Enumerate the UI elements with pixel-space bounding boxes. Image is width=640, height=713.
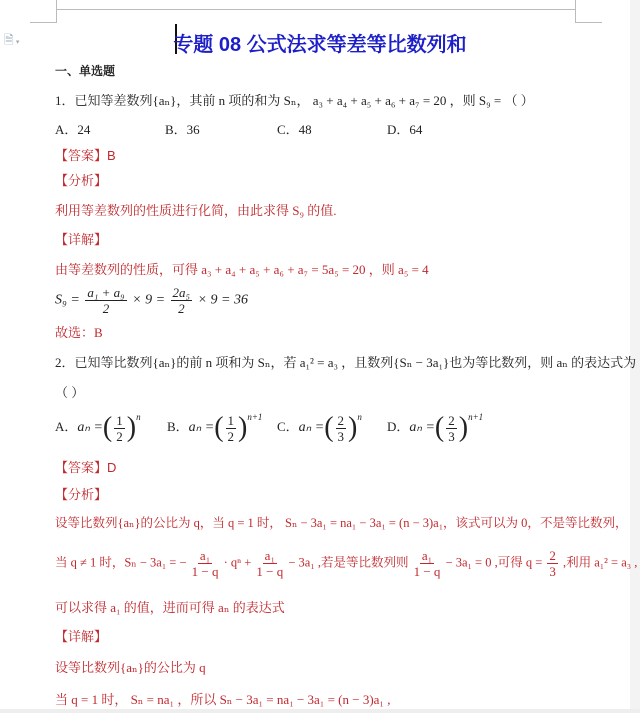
q2-answer: 【答案】D xyxy=(55,460,117,475)
q2-option: D．aₙ =( $\frac{2}{3}$ )$^{n+1}$ xyxy=(387,412,484,444)
q2-analysis-2 xyxy=(55,548,637,579)
fraction-denominator: 3 xyxy=(448,428,455,444)
formula-text: ,利用 a₁² = a₃ , xyxy=(563,555,638,570)
q2-analysis-3: 可以求得 a₁ 的值，进而可得 aₙ 的表达式 xyxy=(55,600,285,615)
fraction-numerator: a₁ xyxy=(264,548,275,563)
q1-conclusion: 故选：B xyxy=(55,325,103,340)
exponent: n xyxy=(136,412,141,422)
q2-option: A．aₙ =( $\frac{1}{2}$ )$^n$ xyxy=(55,412,141,444)
fraction-numerator: 2a₅ xyxy=(172,285,191,300)
formula-text: S₉ = xyxy=(55,292,80,308)
fraction-denominator: 1 − q xyxy=(413,564,441,579)
q1-detail-1: 由等差数列的性质，可得 a₃ + a₄ + a₅ + a₆ + a₇ = 5a₅ = 20 ，则 a₅ = 4 xyxy=(55,262,429,277)
q2-option: C．aₙ =( $\frac{2}{3}$ )$^n$ xyxy=(277,412,362,444)
fraction-denominator: 2 xyxy=(227,428,235,444)
q1-option-c: C．48 xyxy=(277,122,312,137)
page-corner-mark xyxy=(575,0,576,22)
option-label: A． xyxy=(55,418,78,434)
fraction-numerator: a₁ xyxy=(421,548,433,563)
bottom-bar xyxy=(0,709,640,713)
formula-text: 当 q ≠ 1 时，Sₙ − 3a₁ = − xyxy=(55,555,187,570)
q2-options xyxy=(55,412,615,452)
fraction-numerator: 1 xyxy=(227,412,235,428)
fraction-numerator: 1 xyxy=(116,412,123,428)
fraction-numerator: 2 xyxy=(337,412,345,428)
q1-analysis: 利用等差数列的性质进行化简，由此求得 S₉ 的值. xyxy=(55,203,337,218)
formula-text: × 9 = 36 xyxy=(197,292,248,308)
q1-analysis-label: 【分析】 xyxy=(55,173,108,188)
formula-text: − 3a₁ ,若是等比数列则 xyxy=(288,555,409,570)
page-corner-mark xyxy=(575,22,602,23)
formula-text: − 3a₁ = 0 ,可得 q = xyxy=(445,555,543,570)
formula-text: × 9 = xyxy=(132,292,166,308)
exponent: n+1 xyxy=(468,412,484,422)
fraction-numerator: 2 xyxy=(448,412,455,428)
fraction-denominator: 3 xyxy=(337,428,345,444)
fraction-denominator: 1 − q xyxy=(191,564,219,579)
formula-text: · qⁿ + xyxy=(223,555,252,570)
page-corner-mark xyxy=(56,0,57,22)
q2-analysis-1: 设等比数列{aₙ}的公比为 q，当 q = 1 时， Sₙ − 3a₁ = na₁ − 3a₁ = (n − 3)a₁，该式可以为 0，不是等比数列， xyxy=(55,516,628,530)
q2-detail-label: 【详解】 xyxy=(55,629,108,644)
option-label: C． xyxy=(277,418,299,434)
q2-stem: 2．已知等比数列{aₙ}的前 n 项和为 Sₙ，若 a₁² = a₃ ，且数列{Sₙ − 3a₁}也为等比数列，则 aₙ 的表达式为 xyxy=(55,355,637,370)
formula-text: aₙ = xyxy=(77,419,103,435)
fraction-numerator: a₁ + a₉ xyxy=(87,285,125,300)
fraction-numerator: 2 xyxy=(549,548,556,563)
q1-detail-label: 【详解】 xyxy=(55,232,108,247)
fraction-denominator: 1 − q xyxy=(256,564,284,579)
fraction-denominator: 2 xyxy=(102,301,110,316)
fraction-denominator: 2 xyxy=(116,428,123,444)
q1-option-a: A．24 xyxy=(55,122,91,137)
option-label: D． xyxy=(387,418,410,434)
formula-text: aₙ = xyxy=(188,419,215,435)
formula-text: aₙ = xyxy=(409,419,435,435)
q1-stem: 1．已知等差数列{aₙ}，其前 n 项的和为 Sₙ， a₃ + a₄ + a₅ + a₆ + a₇ = 20 ，则 S₉ = （ ） xyxy=(55,93,534,108)
exponent: n+1 xyxy=(247,412,263,422)
q2-detail-1: 设等比数列{aₙ}的公比为 q xyxy=(55,660,206,675)
q1-detail-2 xyxy=(55,285,248,316)
q2-detail-2: 当 q = 1 时， Sₙ = na₁ ，所以 Sₙ − 3a₁ = na₁ − 3a₁ = (n − 3)a₁ , xyxy=(55,692,391,707)
fraction-denominator: 2 xyxy=(178,301,185,316)
q2-analysis-label: 【分析】 xyxy=(55,487,108,502)
page-title: 专题 08 公式法求等差等比数列和 xyxy=(173,34,467,56)
page-corner-mark xyxy=(30,22,57,23)
section-heading: 一、单选题 xyxy=(55,64,116,78)
option-label: B． xyxy=(167,418,189,434)
q1-option-b: B．36 xyxy=(165,122,200,137)
q1-answer: 【答案】B xyxy=(55,148,116,163)
fraction-denominator: 3 xyxy=(549,564,556,579)
document-icon[interactable]: 🗎 ▾ xyxy=(4,33,20,47)
formula-text: aₙ = xyxy=(298,419,325,435)
exponent: n xyxy=(357,412,362,422)
q2-option: B．aₙ =( $\frac{1}{2}$ )$^{n+1}$ xyxy=(167,412,263,444)
fraction-numerator: a₁ xyxy=(199,548,211,563)
q1-option-d: D．64 xyxy=(387,122,423,137)
q2-blank: （ ） xyxy=(55,385,85,400)
page-header-rule xyxy=(57,9,575,10)
chevron-down-icon: ▾ xyxy=(13,38,20,46)
